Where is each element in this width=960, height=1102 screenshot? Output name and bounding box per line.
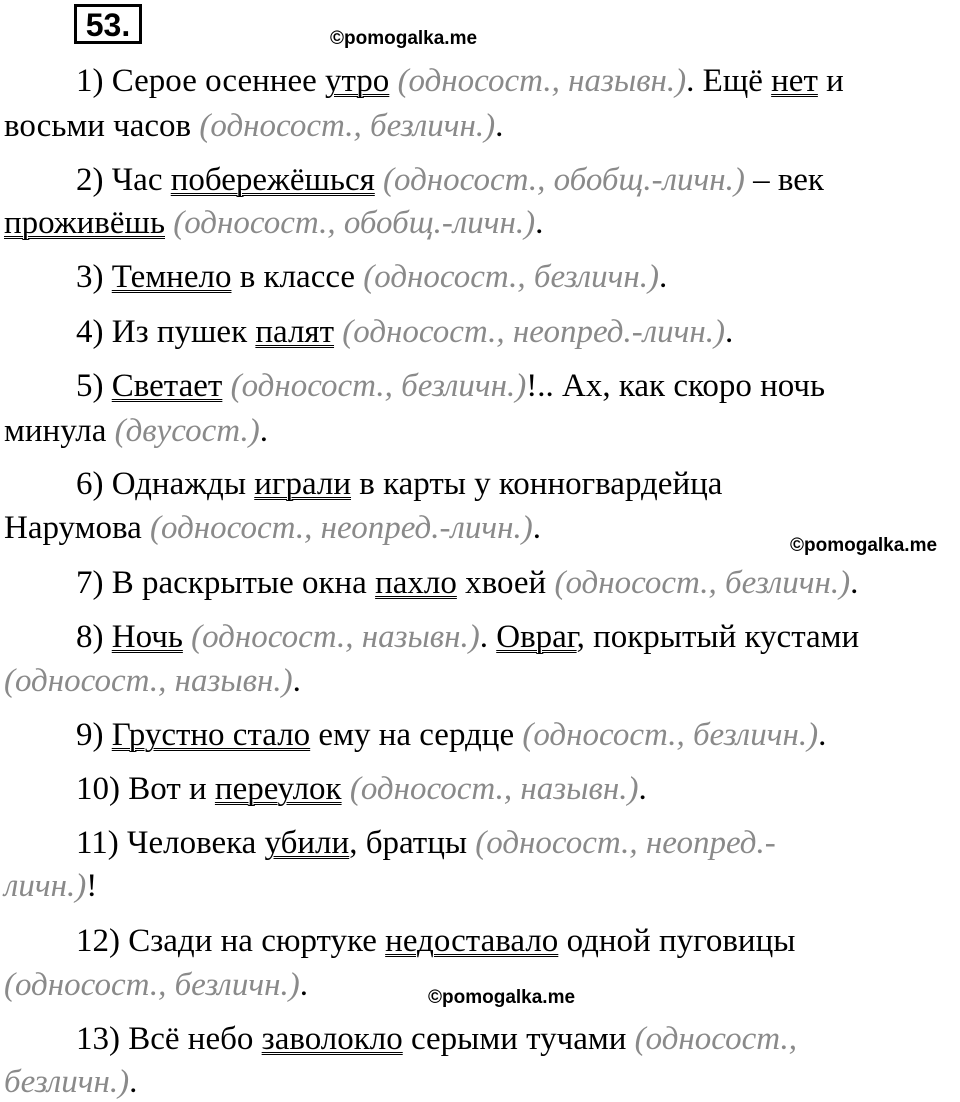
predicate-word: заволокло bbox=[261, 1021, 403, 1057]
text-run: . bbox=[535, 205, 544, 241]
text-line bbox=[4, 106, 503, 146]
grammar-note: (односост., назывн.) bbox=[191, 619, 480, 655]
text-run: в классе bbox=[231, 259, 364, 295]
text-line bbox=[76, 312, 733, 352]
text-run: . bbox=[495, 108, 504, 144]
grammar-note: личн.) bbox=[4, 868, 87, 904]
text-line bbox=[76, 160, 824, 200]
grammar-note: (односост., безличн.) bbox=[522, 717, 819, 753]
text-run: . bbox=[479, 619, 497, 655]
predicate-word: побережёшься bbox=[170, 162, 375, 198]
grammar-note: (односост., назывн.) bbox=[397, 63, 687, 99]
text-run bbox=[165, 205, 173, 241]
text-run: Нарумова bbox=[4, 510, 151, 546]
text-run: 5) bbox=[76, 368, 112, 404]
predicate-word: Темнело bbox=[111, 259, 232, 295]
text-line bbox=[4, 661, 301, 701]
text-run: . bbox=[850, 565, 859, 601]
text-line bbox=[4, 508, 541, 548]
text-run: 8) bbox=[76, 619, 112, 655]
text-run: . bbox=[292, 663, 301, 699]
text-line bbox=[4, 965, 308, 1005]
text-run: минула bbox=[4, 413, 115, 449]
text-line bbox=[4, 203, 543, 243]
watermark: ©pomogalka.me bbox=[790, 535, 938, 556]
text-line bbox=[4, 411, 268, 451]
text-run: 7) В раскрытые окна bbox=[76, 565, 376, 601]
text-line bbox=[4, 866, 97, 906]
text-run: , братцы bbox=[349, 825, 476, 861]
text-run: , покрытый кустами bbox=[576, 619, 860, 655]
text-run: – век bbox=[744, 162, 824, 198]
grammar-note: (двусост.) bbox=[114, 413, 260, 449]
predicate-word: палят bbox=[255, 314, 335, 350]
grammar-note: (односост., назывн.) bbox=[4, 663, 293, 699]
text-run bbox=[342, 771, 350, 807]
text-run: . Ещё bbox=[686, 63, 772, 99]
text-run bbox=[222, 368, 230, 404]
text-run: !.. Ах, как скоро ночь bbox=[526, 368, 826, 404]
text-line bbox=[76, 1019, 797, 1059]
text-line bbox=[76, 257, 667, 297]
text-run: . bbox=[638, 771, 647, 807]
text-run: ! bbox=[86, 868, 98, 904]
predicate-word: нет bbox=[771, 63, 818, 99]
predicate-word: убили bbox=[264, 825, 350, 861]
watermark: ©pomogalka.me bbox=[428, 987, 576, 1008]
predicate-word: Овраг bbox=[496, 619, 577, 655]
grammar-note: (односост., безличн.) bbox=[363, 259, 659, 295]
text-run: . bbox=[299, 967, 308, 1003]
predicate-word: Ночь bbox=[111, 619, 183, 655]
grammar-note: (односост., безличн.) bbox=[199, 108, 496, 144]
predicate-word: Светает bbox=[111, 368, 223, 404]
text-line bbox=[76, 823, 776, 863]
grammar-note: (односост., неопред.-личн.) bbox=[150, 510, 533, 546]
text-run: 1) Серое осеннее bbox=[76, 63, 325, 99]
predicate-word: проживёшь bbox=[4, 205, 165, 241]
predicate-word: Грустно стало bbox=[111, 717, 311, 753]
exercise-number: 53. bbox=[74, 4, 142, 44]
text-line bbox=[76, 61, 844, 101]
grammar-note: (односост., безличн.) bbox=[554, 565, 851, 601]
text-run: . bbox=[818, 717, 827, 753]
text-run: 11) Человека bbox=[76, 825, 265, 861]
grammar-note: (односост., обобщ.-личн.) bbox=[383, 162, 745, 198]
text-run: ему на сердце bbox=[310, 717, 523, 753]
text-run: . bbox=[532, 510, 541, 546]
text-run bbox=[389, 63, 397, 99]
text-run: . bbox=[259, 413, 268, 449]
text-line bbox=[76, 715, 826, 755]
text-line bbox=[76, 366, 825, 406]
text-run: в карты у конногвардейца bbox=[351, 466, 723, 502]
text-line bbox=[76, 769, 647, 809]
text-run: 10) Вот и bbox=[76, 771, 215, 807]
text-run: 4) Из пушек bbox=[76, 314, 256, 350]
predicate-word: утро bbox=[324, 63, 390, 99]
predicate-word: играли bbox=[254, 466, 352, 502]
text-line bbox=[4, 1062, 137, 1102]
text-run bbox=[183, 619, 191, 655]
text-run: восьми часов bbox=[4, 108, 200, 144]
grammar-note: (односост., неопред.-личн.) bbox=[342, 314, 725, 350]
grammar-note: (односост., безличн.) bbox=[4, 967, 300, 1003]
text-run: одной пуговицы bbox=[558, 923, 796, 959]
text-run: 13) Всё небо bbox=[76, 1021, 262, 1057]
grammar-note: (односост., безличн.) bbox=[230, 368, 527, 404]
text-line bbox=[76, 563, 858, 603]
grammar-note: (односост., bbox=[634, 1021, 797, 1057]
watermark: ©pomogalka.me bbox=[330, 28, 478, 49]
text-run: 6) Однажды bbox=[76, 466, 255, 502]
text-line bbox=[76, 464, 722, 504]
predicate-word: недоставало bbox=[385, 923, 559, 959]
text-run: и bbox=[817, 63, 844, 99]
text-run: серыми тучами bbox=[402, 1021, 635, 1057]
predicate-word: переулок bbox=[214, 771, 342, 807]
text-run: 9) bbox=[76, 717, 112, 753]
text-run: 12) Сзади на сюртуке bbox=[76, 923, 386, 959]
text-run: 3) bbox=[76, 259, 112, 295]
text-line bbox=[76, 921, 795, 961]
text-run: 2) Час bbox=[76, 162, 171, 198]
grammar-note: (односост., обобщ.-личн.) bbox=[173, 205, 536, 241]
grammar-note: (односост., назывн.) bbox=[349, 771, 639, 807]
grammar-note: (односост., неопред.- bbox=[475, 825, 776, 861]
text-run: . bbox=[724, 314, 734, 350]
text-line bbox=[76, 617, 859, 657]
text-run: . bbox=[129, 1064, 138, 1100]
grammar-note: безличн.) bbox=[4, 1064, 130, 1100]
text-run: хвоей bbox=[456, 565, 555, 601]
predicate-word: пахло bbox=[375, 565, 457, 601]
text-run: . bbox=[658, 259, 668, 295]
text-run bbox=[375, 162, 383, 198]
